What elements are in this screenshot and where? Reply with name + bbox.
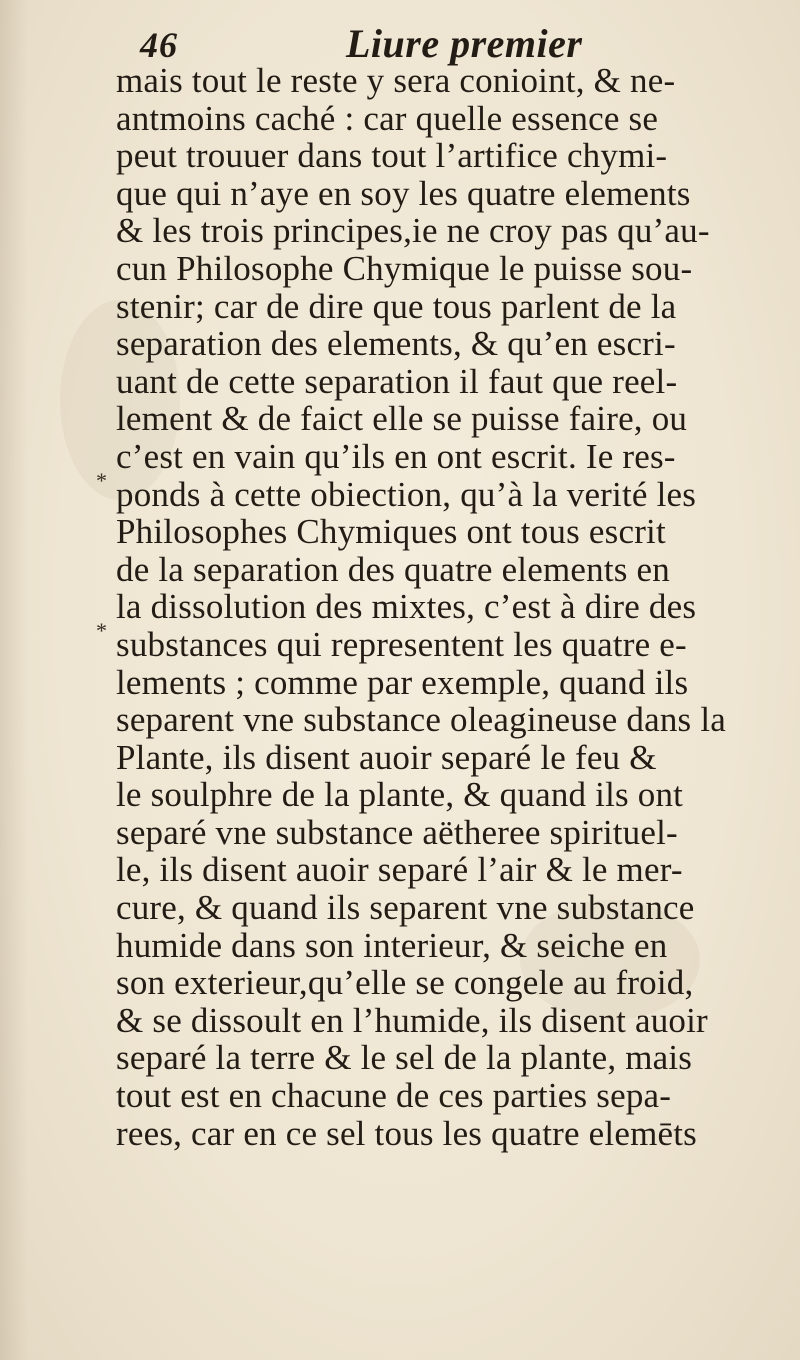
text-line: que qui n’aye en soy les quatre elements: [116, 173, 691, 213]
page-number: 46: [140, 25, 178, 65]
text-line: lements ; comme par exemple, quand ils: [116, 662, 689, 702]
text-line: tout est en chacune de ces parties sepa-: [116, 1076, 672, 1116]
margin-mark: *: [96, 618, 107, 643]
text-line: de la separation des quatre elements en: [116, 549, 670, 589]
text-line: mais tout le reste y sera conioint, & ne-: [116, 61, 676, 100]
margin-mark: *: [96, 468, 107, 493]
text-line: separent vne substance oleagineuse dans la: [116, 700, 726, 740]
text-line: & les trois principes,ie ne croy pas qu’au-: [116, 211, 710, 251]
body-text: [116, 62, 776, 1152]
text-line: cure, & quand ils separent vne substance: [116, 888, 695, 928]
text-line: substances qui representent les quatre e-: [116, 624, 687, 664]
text-line: le soulphre de la plante, & quand ils ont: [116, 775, 684, 815]
text-line: antmoins caché : car quelle essence se: [116, 98, 659, 138]
text-line: separation des elements, & qu’en escri-: [116, 324, 676, 364]
text-line: & se dissoult en l’humide, ils disent auoir: [116, 1000, 708, 1040]
gutter-shadow: [0, 0, 28, 1360]
text-line: lement & de faict elle se puisse faire, ou: [116, 399, 688, 439]
running-head: Liure premier: [346, 21, 583, 66]
text-line: le, ils disent auoir separé l’air & le mer-: [116, 850, 683, 890]
text-line: c’est en vain qu’ils en ont escrit. Ie res-: [116, 436, 676, 476]
text-line: Plante, ils disent auoir separé le feu &: [116, 737, 657, 777]
text-line: cun Philosophe Chymique le puisse sou-: [116, 248, 693, 288]
text-line: Philosophes Chymiques ont tous escrit: [116, 512, 666, 552]
text-line: uant de cette separation il faut que reel-: [116, 361, 678, 401]
text-line: rees, car en ce sel tous les quatre elemēts: [116, 1113, 697, 1153]
text-line: stenir; car de dire que tous parlent de la: [116, 286, 677, 326]
text-line: son exterieur,qu’elle se congele au froid,: [116, 963, 694, 1003]
text-line: humide dans son interieur, & seiche en: [116, 925, 668, 965]
text-line: peut trouuer dans tout l’artifice chymi-: [116, 136, 668, 176]
text-line: separé vne substance aëtheree spirituel-: [116, 812, 678, 852]
text-line: ponds à cette obiection, qu’à la verité les: [116, 474, 697, 514]
text-line: separé la terre & le sel de la plante, mais: [116, 1038, 693, 1078]
text-line: la dissolution des mixtes, c’est à dire des: [116, 587, 697, 627]
